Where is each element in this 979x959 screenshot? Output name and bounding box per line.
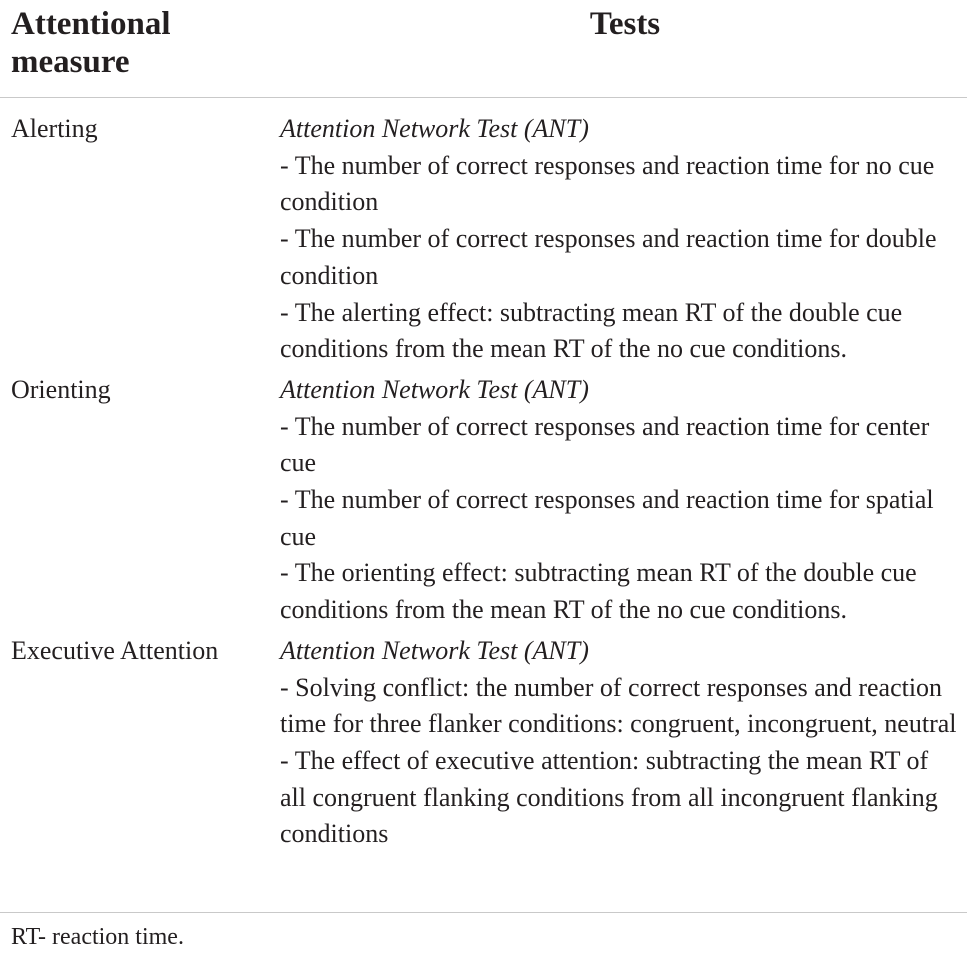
table-footnote: RT- reaction time. <box>11 924 184 950</box>
tests-cell <box>270 633 960 853</box>
test-detail-line: - The number of correct responses and reaction time for spatial cue <box>280 485 934 551</box>
footer-divider <box>0 912 967 913</box>
table-row-executive-attention <box>0 633 979 853</box>
column-header-tests: Tests <box>589 6 661 42</box>
table-body <box>0 111 979 857</box>
measure-cell: Executive Attention <box>11 635 219 665</box>
test-name: Attention Network Test (ANT) <box>280 114 589 143</box>
header-divider <box>0 97 967 98</box>
tests-cell <box>270 372 960 629</box>
column-header-attentional-measure: Attentional measure <box>11 6 171 80</box>
test-detail-line: - The number of correct responses and reaction time for no cue condition <box>280 150 935 217</box>
test-name: Attention Network Test (ANT) <box>280 635 589 665</box>
test-detail-line: - The orienting effect: subtracting mean RT of the double cue conditions from the mean RT of the no cue conditions. <box>280 558 917 625</box>
measure-cell: Orienting <box>11 374 111 404</box>
test-detail-line: - Solving conflict: the number of correct responses and reaction time for three flanker conditions: congruent, incongruent, neutral <box>280 672 957 739</box>
test-name: Attention Network Test (ANT) <box>280 374 589 404</box>
test-detail-line: - The alerting effect: subtracting mean RT of the double cue conditions from the mean RT of the no cue conditions. <box>280 297 903 364</box>
measure-cell: Alerting <box>11 114 98 143</box>
table-row-alerting <box>0 111 979 368</box>
test-detail-line: - The effect of executive attention: subtracting the mean RT of all congruent flanking conditions from all incongruent flanking conditions <box>280 745 938 849</box>
table-row-orienting <box>0 372 979 629</box>
test-detail-line: - The number of correct responses and reaction time for double condition <box>280 224 937 290</box>
test-detail-line: - The number of correct responses and reaction time for center cue <box>280 411 930 478</box>
table-header <box>0 0 979 97</box>
tests-cell <box>270 111 960 368</box>
